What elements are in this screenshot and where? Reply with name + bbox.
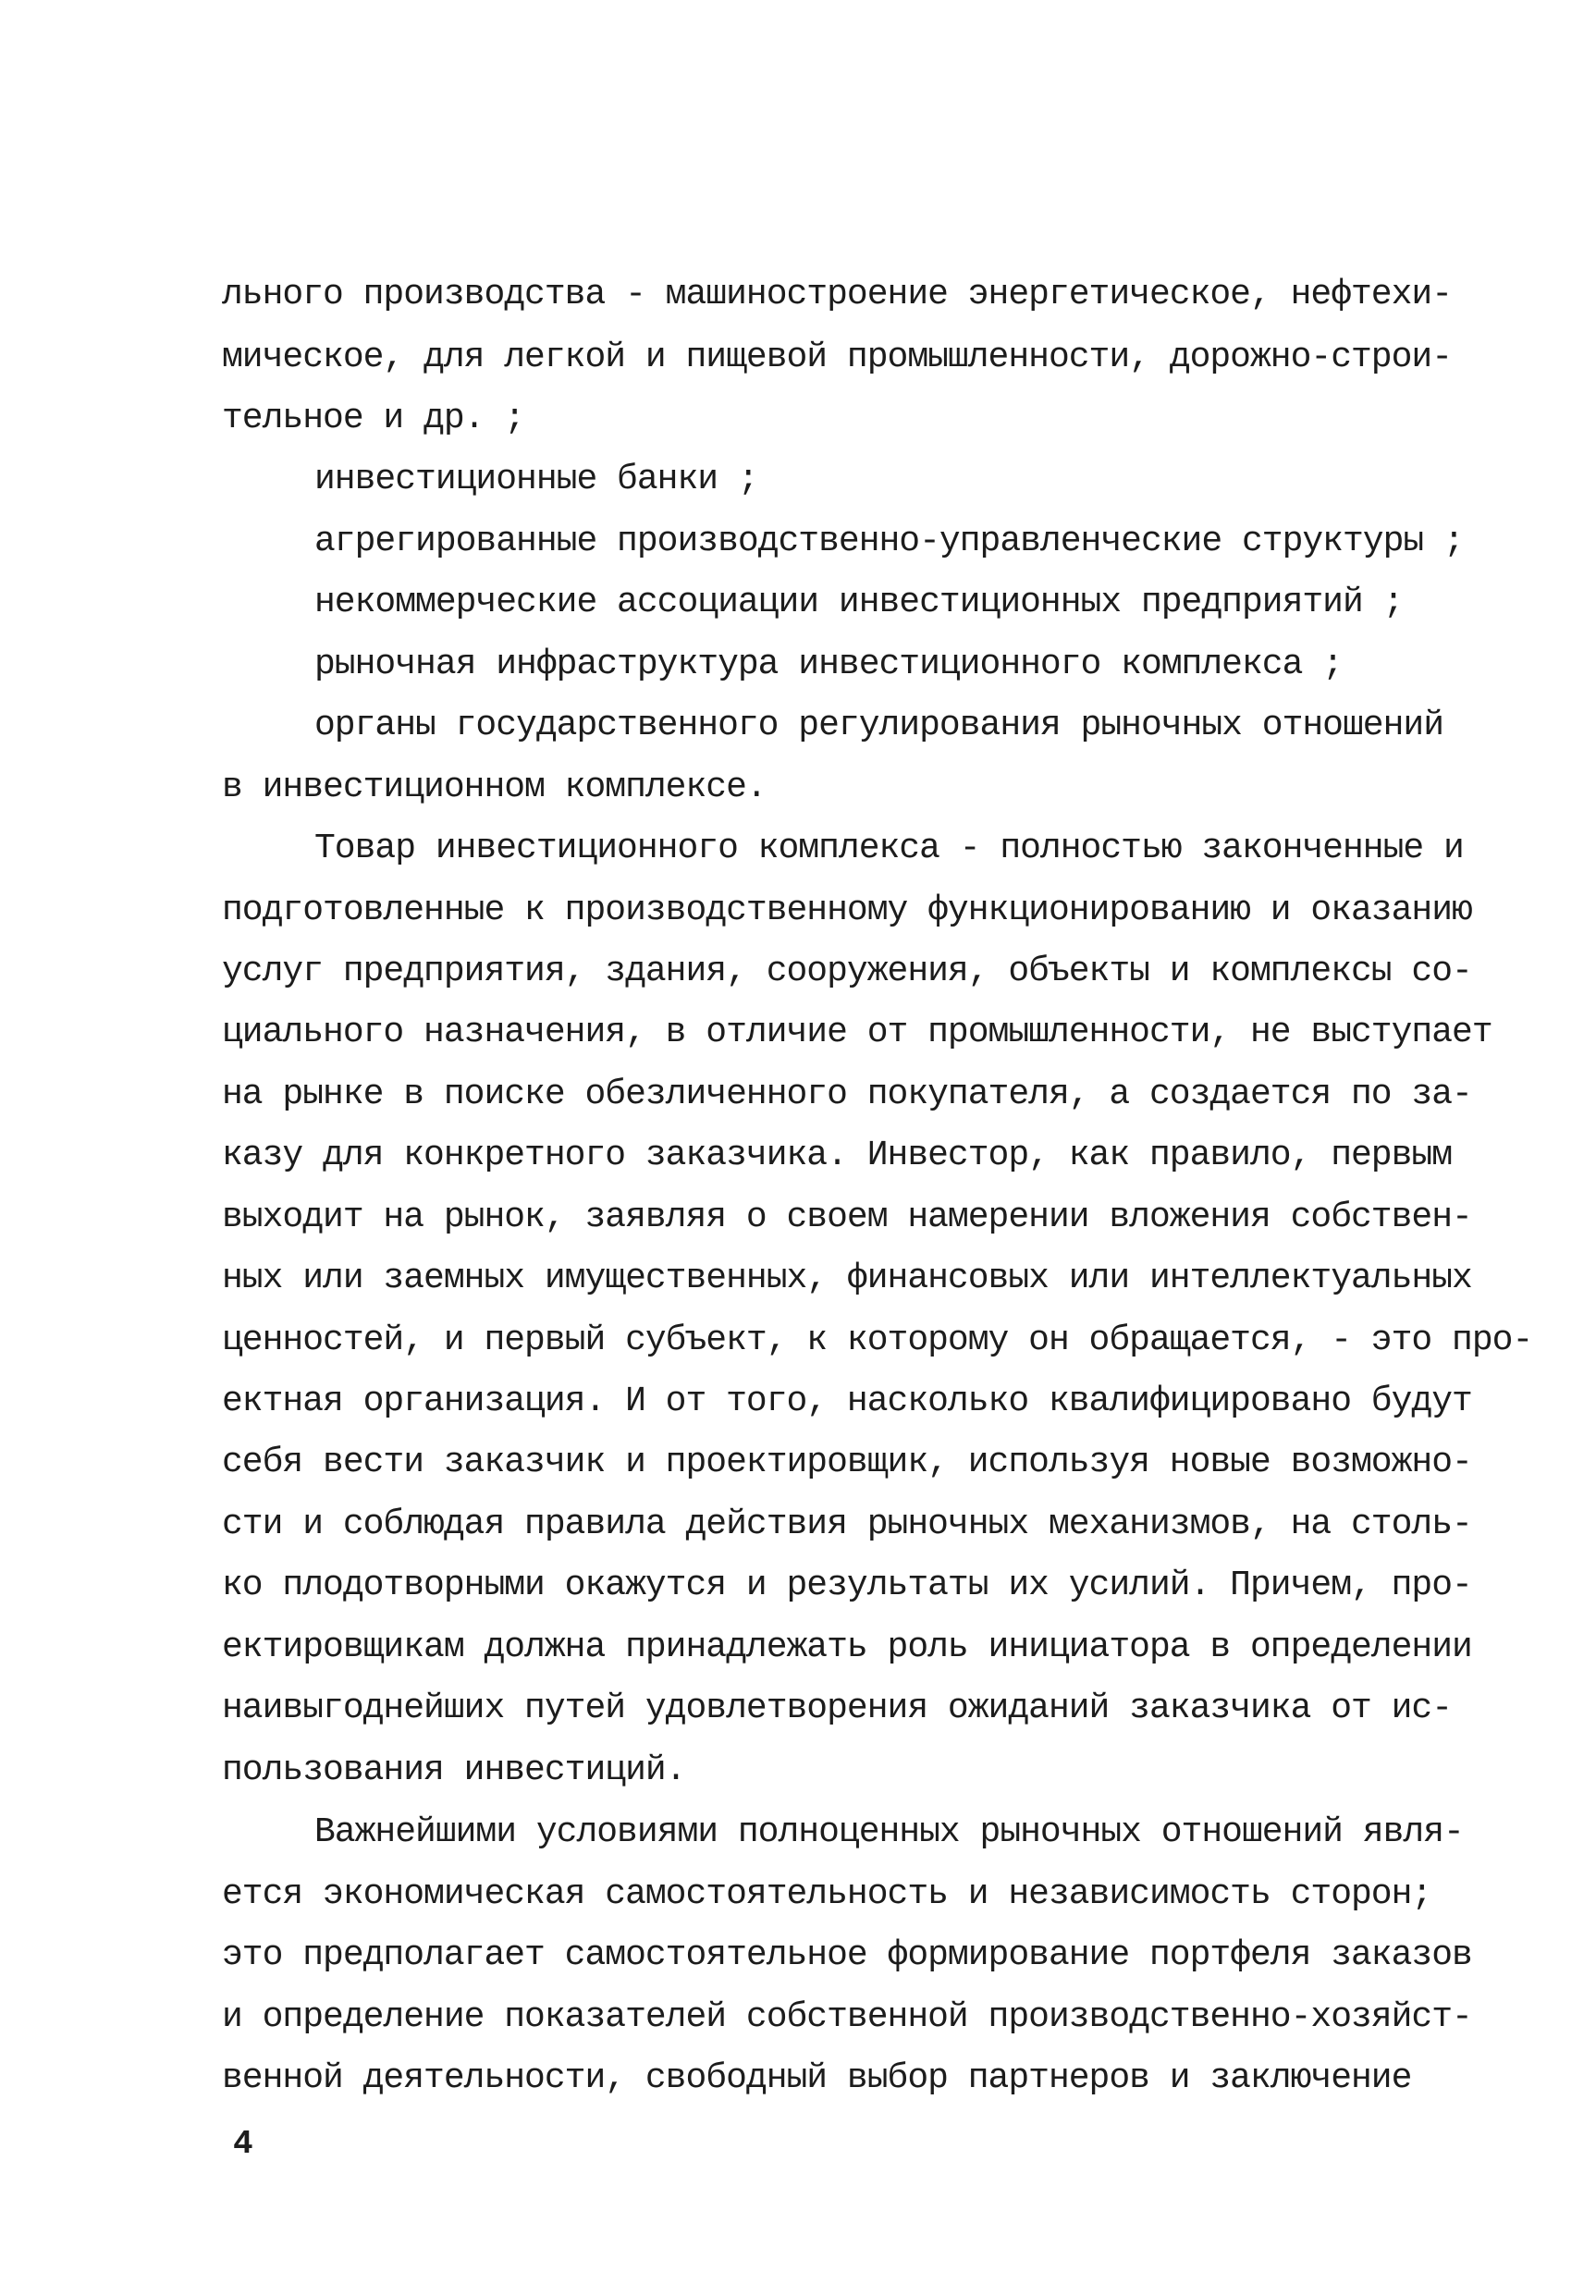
text-line-12: услуг предприятия, здания, сооружения, объекты и комплексы со- [222, 952, 1472, 991]
text-line-19: ектная организация. И от того, насколько квалифицировано будут [222, 1381, 1472, 1421]
text-line-26: Важнейшими условиями полноценных рыночных отношений явля- [314, 1812, 1464, 1852]
text-line-23: ектировщикам должна принадлежать роль инициатора в определении [222, 1627, 1472, 1667]
text-line-7: рыночная инфраструктура инвестиционного комплекса ; [314, 645, 1343, 684]
text-line-14: на рынке в поиске обезличенного покупателя, а создается по за- [222, 1074, 1472, 1114]
page-number: 4 [233, 2125, 252, 2163]
text-line-30: венной деятельности, свободный выбор партнеров и заключение [222, 2058, 1412, 2098]
text-line-27: ется экономическая самостоятельность и независимость сторон; [222, 1874, 1432, 1914]
text-line-28: это предполагает самостоятельное формирование портфеля заказов [222, 1935, 1472, 1975]
text-line-11: подготовленные к производственному функционированию и оказанию [222, 890, 1472, 930]
text-line-6: некоммерческие ассоциации инвестиционных предприятий ; [314, 583, 1404, 622]
text-line-2: мическое, для легкой и пищевой промышленности, дорожно-строи- [222, 338, 1453, 377]
text-line-22: ко плодотворными окажутся и результаты их усилий. Причем, про- [222, 1565, 1472, 1605]
text-line-10: Товар инвестиционного комплекса - полностью законченные и [314, 829, 1464, 868]
text-line-21: сти и соблюдая правила действия рыночных механизмов, на столь- [222, 1504, 1472, 1544]
text-line-13: циального назначения, в отличие от промышленности, не выступает [222, 1013, 1492, 1052]
text-line-4: инвестиционные банки ; [314, 460, 758, 499]
text-line-20: себя вести заказчик и проектировщик, используя новые возможно- [222, 1443, 1472, 1482]
text-line-5: агрегированные производственно-управленческие структуры ; [314, 522, 1464, 561]
text-line-29: и определение показателей собственной производственно-хозяйст- [222, 1997, 1472, 2037]
text-line-16: выходит на рынок, заявляя о своем намерении вложения собствен- [222, 1197, 1472, 1237]
text-line-25: пользования инвестиций. [222, 1750, 686, 1790]
text-line-18: ценностей, и первый субъект, к которому он обращается, - это про- [222, 1320, 1533, 1360]
text-line-17: ных или заемных имущественных, финансовых или интеллектуальных [222, 1259, 1472, 1298]
text-line-24: наивыгоднейших путей удовлетворения ожиданий заказчика от ис- [222, 1688, 1453, 1728]
text-line-9: в инвестиционном комплексе. [222, 767, 767, 807]
text-line-1: льного производства - машиностроение энергетическое, нефтехи- [222, 275, 1453, 314]
text-line-15: казу для конкретного заказчика. Инвестор, как правило, первым [222, 1136, 1453, 1175]
text-line-3: тельное и др. ; [222, 399, 525, 438]
text-line-8: органы государственного регулирования рыночных отношений [314, 706, 1444, 745]
